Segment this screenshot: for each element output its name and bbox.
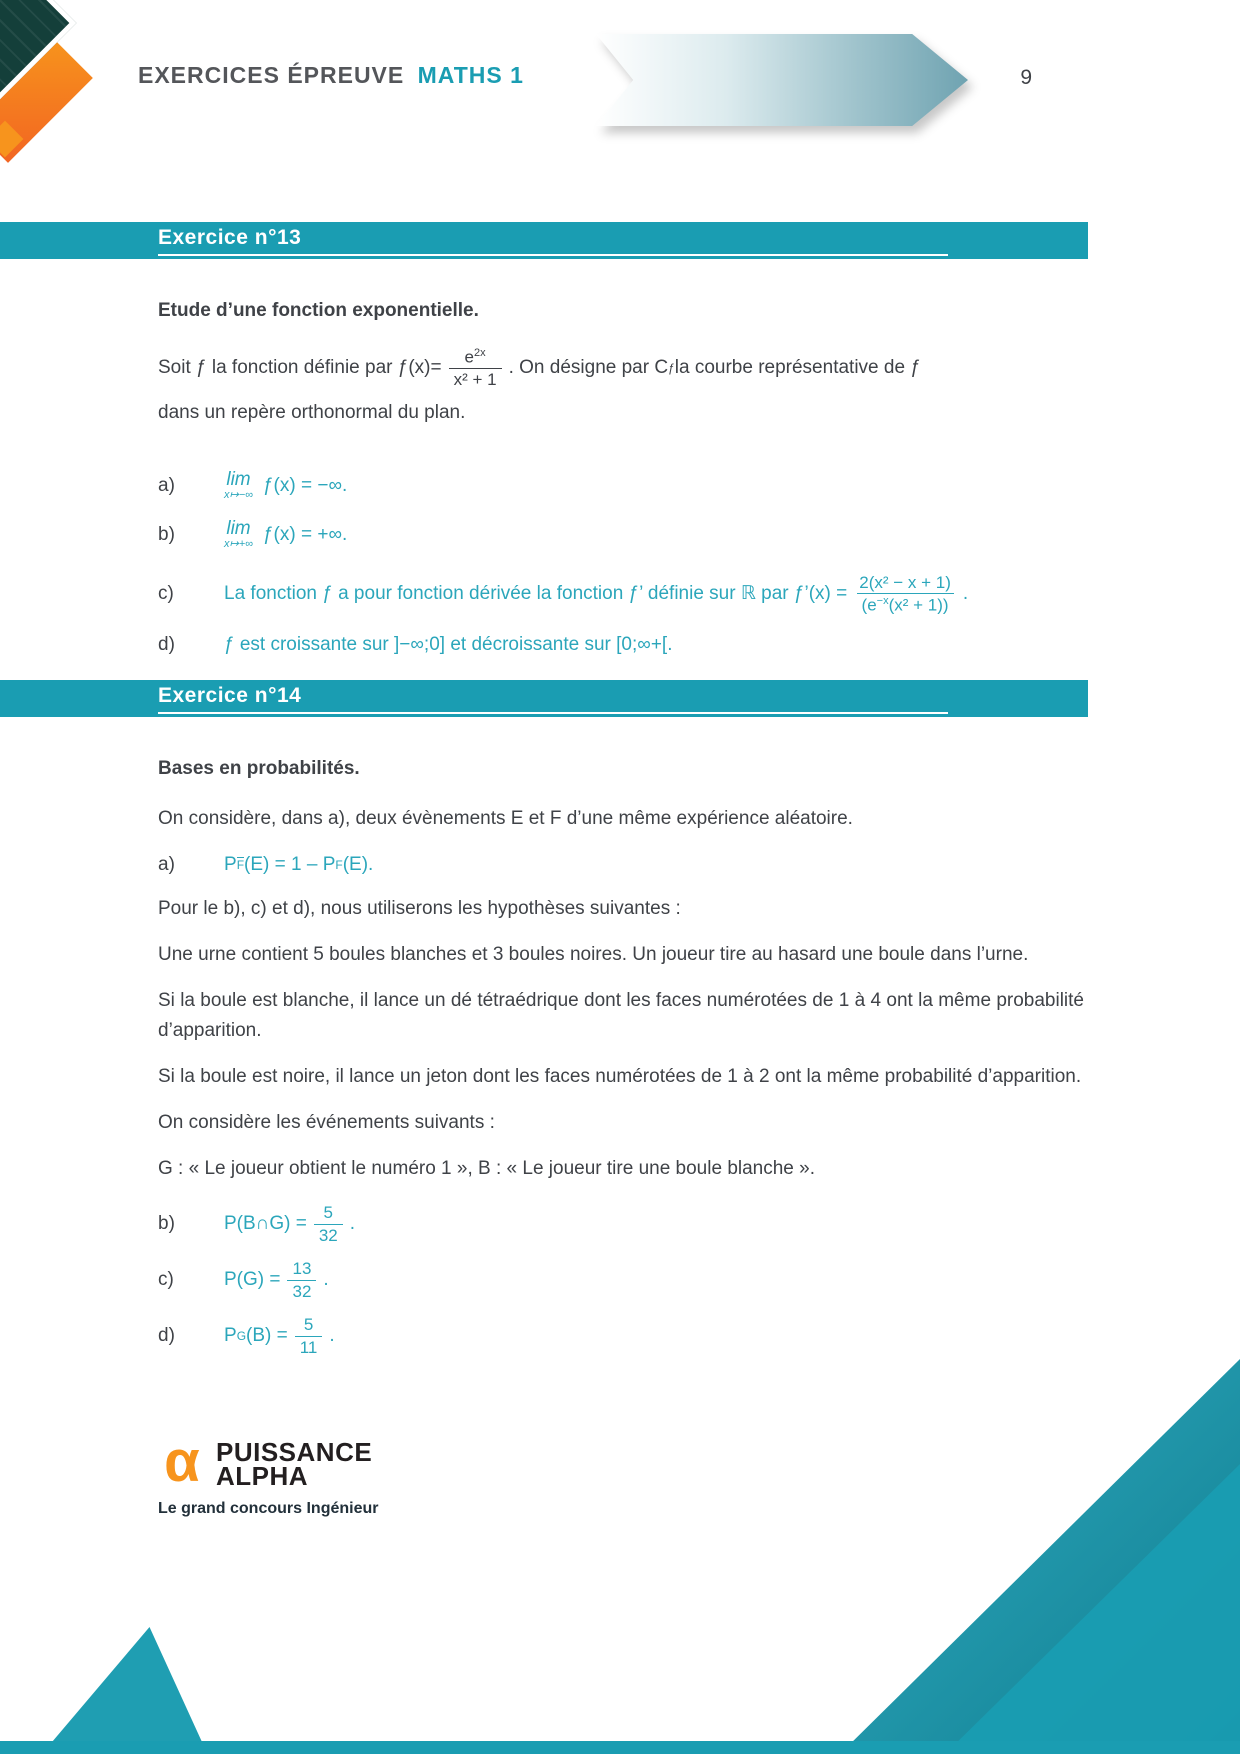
prob-fraction-numerator: 13 bbox=[292, 1258, 312, 1278]
prob-fraction bbox=[314, 1203, 343, 1245]
document-title bbox=[138, 62, 524, 89]
alpha-logo-icon: α bbox=[164, 1429, 200, 1494]
prob-p1: P bbox=[224, 854, 237, 875]
document-title-main: EXERCICES ÉPREUVE bbox=[138, 62, 405, 88]
prob-fraction bbox=[295, 1315, 323, 1357]
item-content-13c bbox=[224, 573, 968, 616]
exercise-13-body bbox=[158, 296, 1084, 678]
intro-fraction-numerator: $e^{2x}$ bbox=[464, 346, 486, 367]
derivative-fraction bbox=[854, 573, 956, 616]
answer-item-14d bbox=[158, 1310, 1084, 1362]
intro-fraction-denominator: x² + 1 bbox=[449, 368, 502, 390]
logo-tagline: Le grand concours Ingénieur bbox=[158, 1500, 379, 1517]
item-content-14a bbox=[224, 850, 373, 880]
footer bbox=[158, 1429, 379, 1518]
corner-decoration bbox=[0, 0, 220, 220]
answer-item-13a bbox=[158, 470, 1084, 501]
item-content-14b bbox=[224, 1203, 355, 1245]
orange-diamond-decoration bbox=[0, 0, 93, 163]
exercise-13-title: Etude d’une fonction exponentielle. bbox=[158, 300, 479, 321]
limit-value: ƒ(x) = +∞. bbox=[262, 523, 348, 545]
prob-fraction-numerator: 5 bbox=[323, 1202, 333, 1222]
limit-value: ƒ(x) = −∞. bbox=[262, 474, 348, 496]
item-content-14d bbox=[224, 1315, 335, 1357]
exercise-14-banner-label: Exercice n°14 bbox=[158, 684, 948, 714]
sentence-period: . bbox=[329, 1325, 335, 1346]
answer-item-13d bbox=[158, 630, 1084, 660]
exercise-14-p6: On considère les événements suivants : bbox=[158, 1112, 495, 1133]
prob-expression: P(G) = bbox=[224, 1269, 281, 1290]
exercise-14-banner bbox=[0, 680, 1088, 717]
exercise-14-p2: Pour le b), c) et d), nous utiliserons les hypothèses suivantes : bbox=[158, 898, 681, 919]
item-label-d: d) bbox=[158, 634, 175, 655]
logo-line2: ALPHA bbox=[216, 1461, 309, 1491]
prob-mid: (E) = 1 – P bbox=[244, 854, 336, 875]
item-content-14c bbox=[224, 1259, 329, 1301]
page-number: 9 bbox=[1020, 66, 1032, 89]
prob-complement-subscript: F bbox=[236, 858, 245, 872]
exercise-14-p3: Une urne contient 5 boules blanches et 3 boules noires. Un joueur tire au hasard une boule dans l’urne. bbox=[158, 944, 1029, 965]
item-label-b: b) bbox=[158, 1213, 175, 1234]
item-content-13b bbox=[224, 519, 347, 550]
intro-fraction-exponent: 2x bbox=[474, 346, 486, 359]
intro-post: la courbe représentative de ƒ bbox=[674, 357, 921, 378]
exercise-13-intro-line2: dans un repère orthonormal du plan. bbox=[158, 402, 466, 423]
prob-fraction-denominator: 32 bbox=[314, 1224, 343, 1246]
limit-word: lim bbox=[226, 518, 251, 539]
logo-wordmark bbox=[216, 1437, 373, 1491]
exercise-14-p5: Si la boule est noire, il lance un jeton dont les faces numérotées de 1 à 2 ont la même probabilité d’apparition. bbox=[158, 1066, 1082, 1087]
exercise-13-banner-label: Exercice n°13 bbox=[158, 226, 948, 256]
intro-fraction bbox=[449, 347, 502, 390]
bottom-left-triangle-decoration bbox=[52, 1627, 202, 1742]
curve-subscript: ƒ bbox=[668, 361, 675, 375]
limit-subscript: x↦+∞ bbox=[224, 538, 253, 550]
bottom-bar-decoration bbox=[0, 1741, 1240, 1754]
answer-item-14a bbox=[158, 850, 1084, 880]
answer-item-13c bbox=[158, 568, 1084, 620]
intro-pre: Soit ƒ la fonction définie par ƒ(x)= bbox=[158, 357, 442, 378]
header-arrow-shape bbox=[596, 34, 968, 126]
exercise-13-intro-formula bbox=[158, 342, 1084, 394]
answer-item-13b bbox=[158, 519, 1084, 550]
document-title-accent: MATHS 1 bbox=[417, 62, 524, 88]
prob-fraction-denominator: 32 bbox=[287, 1280, 316, 1302]
chalkboard-diamond-decoration bbox=[0, 0, 76, 123]
exercise-13-banner bbox=[0, 222, 1088, 259]
sentence-period: . bbox=[349, 1213, 356, 1234]
prob-expression: P(B∩G) = bbox=[224, 1213, 307, 1234]
sentence-period: . bbox=[323, 1269, 329, 1290]
puissance-alpha-logo bbox=[158, 1429, 378, 1494]
item-label-c: c) bbox=[158, 583, 174, 604]
prob-p: P bbox=[224, 1325, 237, 1346]
derivative-fraction-numerator: 2(x² − x + 1) bbox=[859, 572, 951, 592]
prob-end: (E). bbox=[342, 854, 374, 875]
small-orange-diamond-decoration bbox=[0, 121, 23, 158]
prob-subscript: G bbox=[236, 1329, 247, 1343]
logo-line1: PUISSANCE bbox=[216, 1437, 373, 1467]
exercise-14-body bbox=[158, 754, 1084, 1380]
exercise-14-p1: On considère, dans a), deux évènements E et F d’une même expérience aléatoire. bbox=[158, 808, 853, 829]
derivative-statement: La fonction ƒ a pour fonction dérivée la fonction ƒ’ définie sur ℝ par ƒ’(x) = bbox=[224, 583, 848, 604]
exercise-14-title: Bases en probabilités. bbox=[158, 758, 360, 779]
item-label-a: a) bbox=[158, 474, 175, 496]
intro-mid: . On désigne par C bbox=[508, 357, 669, 378]
item-label-b: b) bbox=[158, 523, 175, 545]
exercise-14-p7: G : « Le joueur obtient le numéro 1 », B : « Le joueur tire une boule blanche ». bbox=[158, 1158, 815, 1179]
derivative-fraction-denominator: $(e^{-x}(x^2 + 1))$ bbox=[857, 593, 954, 615]
prob-fraction-numerator: 5 bbox=[303, 1314, 314, 1334]
derivative-exponent: −x bbox=[876, 595, 889, 608]
header-arrow-decoration bbox=[596, 34, 968, 126]
exercise-14-p4: Si la boule est blanche, il lance un dé tétraédrique dont les faces numérotées de 1 à 4 ont la même probabilité d’apparition. bbox=[158, 990, 1084, 1041]
item-content-13a bbox=[224, 470, 347, 501]
item-label-a: a) bbox=[158, 854, 175, 875]
answer-item-14c bbox=[158, 1254, 1084, 1306]
sentence-period: . bbox=[962, 583, 969, 604]
limit-word: lim bbox=[226, 469, 251, 490]
prob-fraction-denominator: 11 bbox=[295, 1336, 323, 1358]
prob-subscript: F bbox=[335, 858, 343, 872]
item-content-13d: ƒ est croissante sur ]−∞;0] et décroissante sur [0;∞+[. bbox=[224, 634, 673, 655]
prob-mid: (B) = bbox=[246, 1325, 288, 1346]
item-label-c: c) bbox=[158, 1269, 174, 1290]
limit-subscript: x↦−∞ bbox=[224, 489, 253, 501]
limit-expression bbox=[224, 519, 253, 550]
limit-expression bbox=[224, 470, 253, 501]
item-label-d: d) bbox=[158, 1325, 175, 1346]
prob-fraction bbox=[287, 1259, 316, 1301]
answer-item-14b bbox=[158, 1198, 1084, 1250]
